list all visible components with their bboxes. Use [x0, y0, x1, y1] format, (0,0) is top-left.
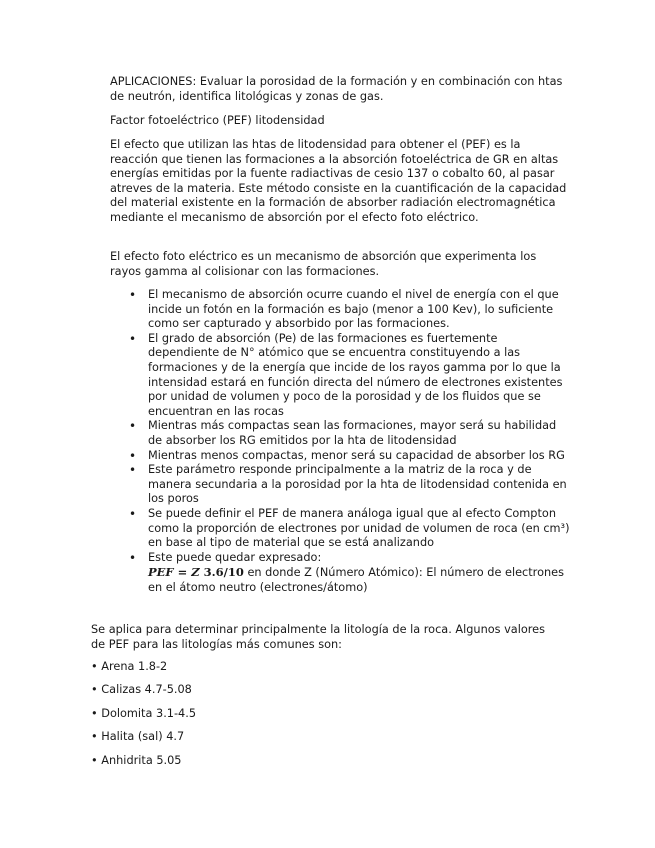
pef-values-list — [91, 660, 196, 777]
characteristics-list — [110, 288, 570, 595]
list-item: • Calizas 4.7-5.08 — [91, 683, 192, 697]
list-item: • Mientras más compactas sean las formaciones, mayor será su habilidad de absorber los RG emitidos por la hta de litodensidad — [110, 419, 570, 448]
list-item: • El grado de absorción (Pe) de las formaciones es fuertemente dependiente de N° atómico que se encuentra constituyendo a las formaciones y de la energía que incide de los rayos gamma por lo que la intensidad estará en función directa del número de electrones existentes por unidad de volumen y poco de la porosidad y de los fluidos que se encuentran en las rocas — [110, 332, 570, 420]
pef-formula — [148, 565, 244, 579]
list-item: • Se puede definir el PEF de manera análoga igual que al efecto Compton como la proporción de electrones por unidad de volumen de roca (en cm³) en base al tipo de material que se está analizando — [110, 507, 570, 551]
formula-exponent: 3.6/10 — [203, 565, 244, 580]
list-item: • Anhidrita 5.05 — [91, 753, 182, 767]
efecto-paragraph: El efecto que utilizan las htas de litodensidad para obtener el (PEF) es la reacción que tienen las formaciones a la absorción fotoeléctrica de GR en altas energías emitidas por la fuente radiactivas de cesio 137 o cobalto 60, al pasar atreves de la materia. Este método consiste en la cuantificación de la capacidad del material existente en la formación de absorber radiación electromagnética mediante el mecanismo de absorción por el efecto foto eléctrico. — [110, 138, 567, 224]
list-item-formula — [110, 551, 570, 596]
list-item: • El mecanismo de absorción ocurre cuando el nivel de energía con el que incide un fotón en la formación es bajo (menor a 100 Kev), lo suficiente como ser capturado y absorbido por las formaciones. — [110, 288, 570, 332]
formula-intro: Este puede quedar expresado: — [148, 550, 322, 564]
list-item: • Halita (sal) 4.7 — [91, 730, 185, 744]
aplica-paragraph: Se aplica para determinar principalmente la litología de la roca. Algunos valores de PEF para las litologías más comunes son: — [91, 623, 546, 651]
list-item: • Este parámetro responde principalmente a la matriz de la roca y de manera secundaria a la porosidad por la hta de litodensidad contenida en los poros — [110, 463, 570, 507]
list-item: • Mientras menos compactas, menor será su capacidad de absorber los RG — [110, 449, 570, 464]
aplicaciones-paragraph: APLICACIONES: Evaluar la porosidad de la formación y en combinación con htas de neutrón, identifica litológicas y zonas de gas. — [110, 75, 563, 103]
factor-fotoelectrico-heading: Factor fotoeléctrico (PEF) litodensidad — [110, 114, 325, 127]
list-item: • Arena 1.8-2 — [91, 660, 168, 673]
efecto-foto-electrico-paragraph: El efecto foto eléctrico es un mecanismo de absorción que experimenta los rayos gamma al colisionar con las formaciones. — [110, 250, 537, 278]
formula-lhs: PEF = Z — [148, 565, 200, 580]
list-item: • Dolomita 3.1-4.5 — [91, 706, 197, 720]
formula-description: en donde Z (Número Atómico): El número de electrones en el átomo neutro (electrones/átomo) — [148, 566, 564, 594]
